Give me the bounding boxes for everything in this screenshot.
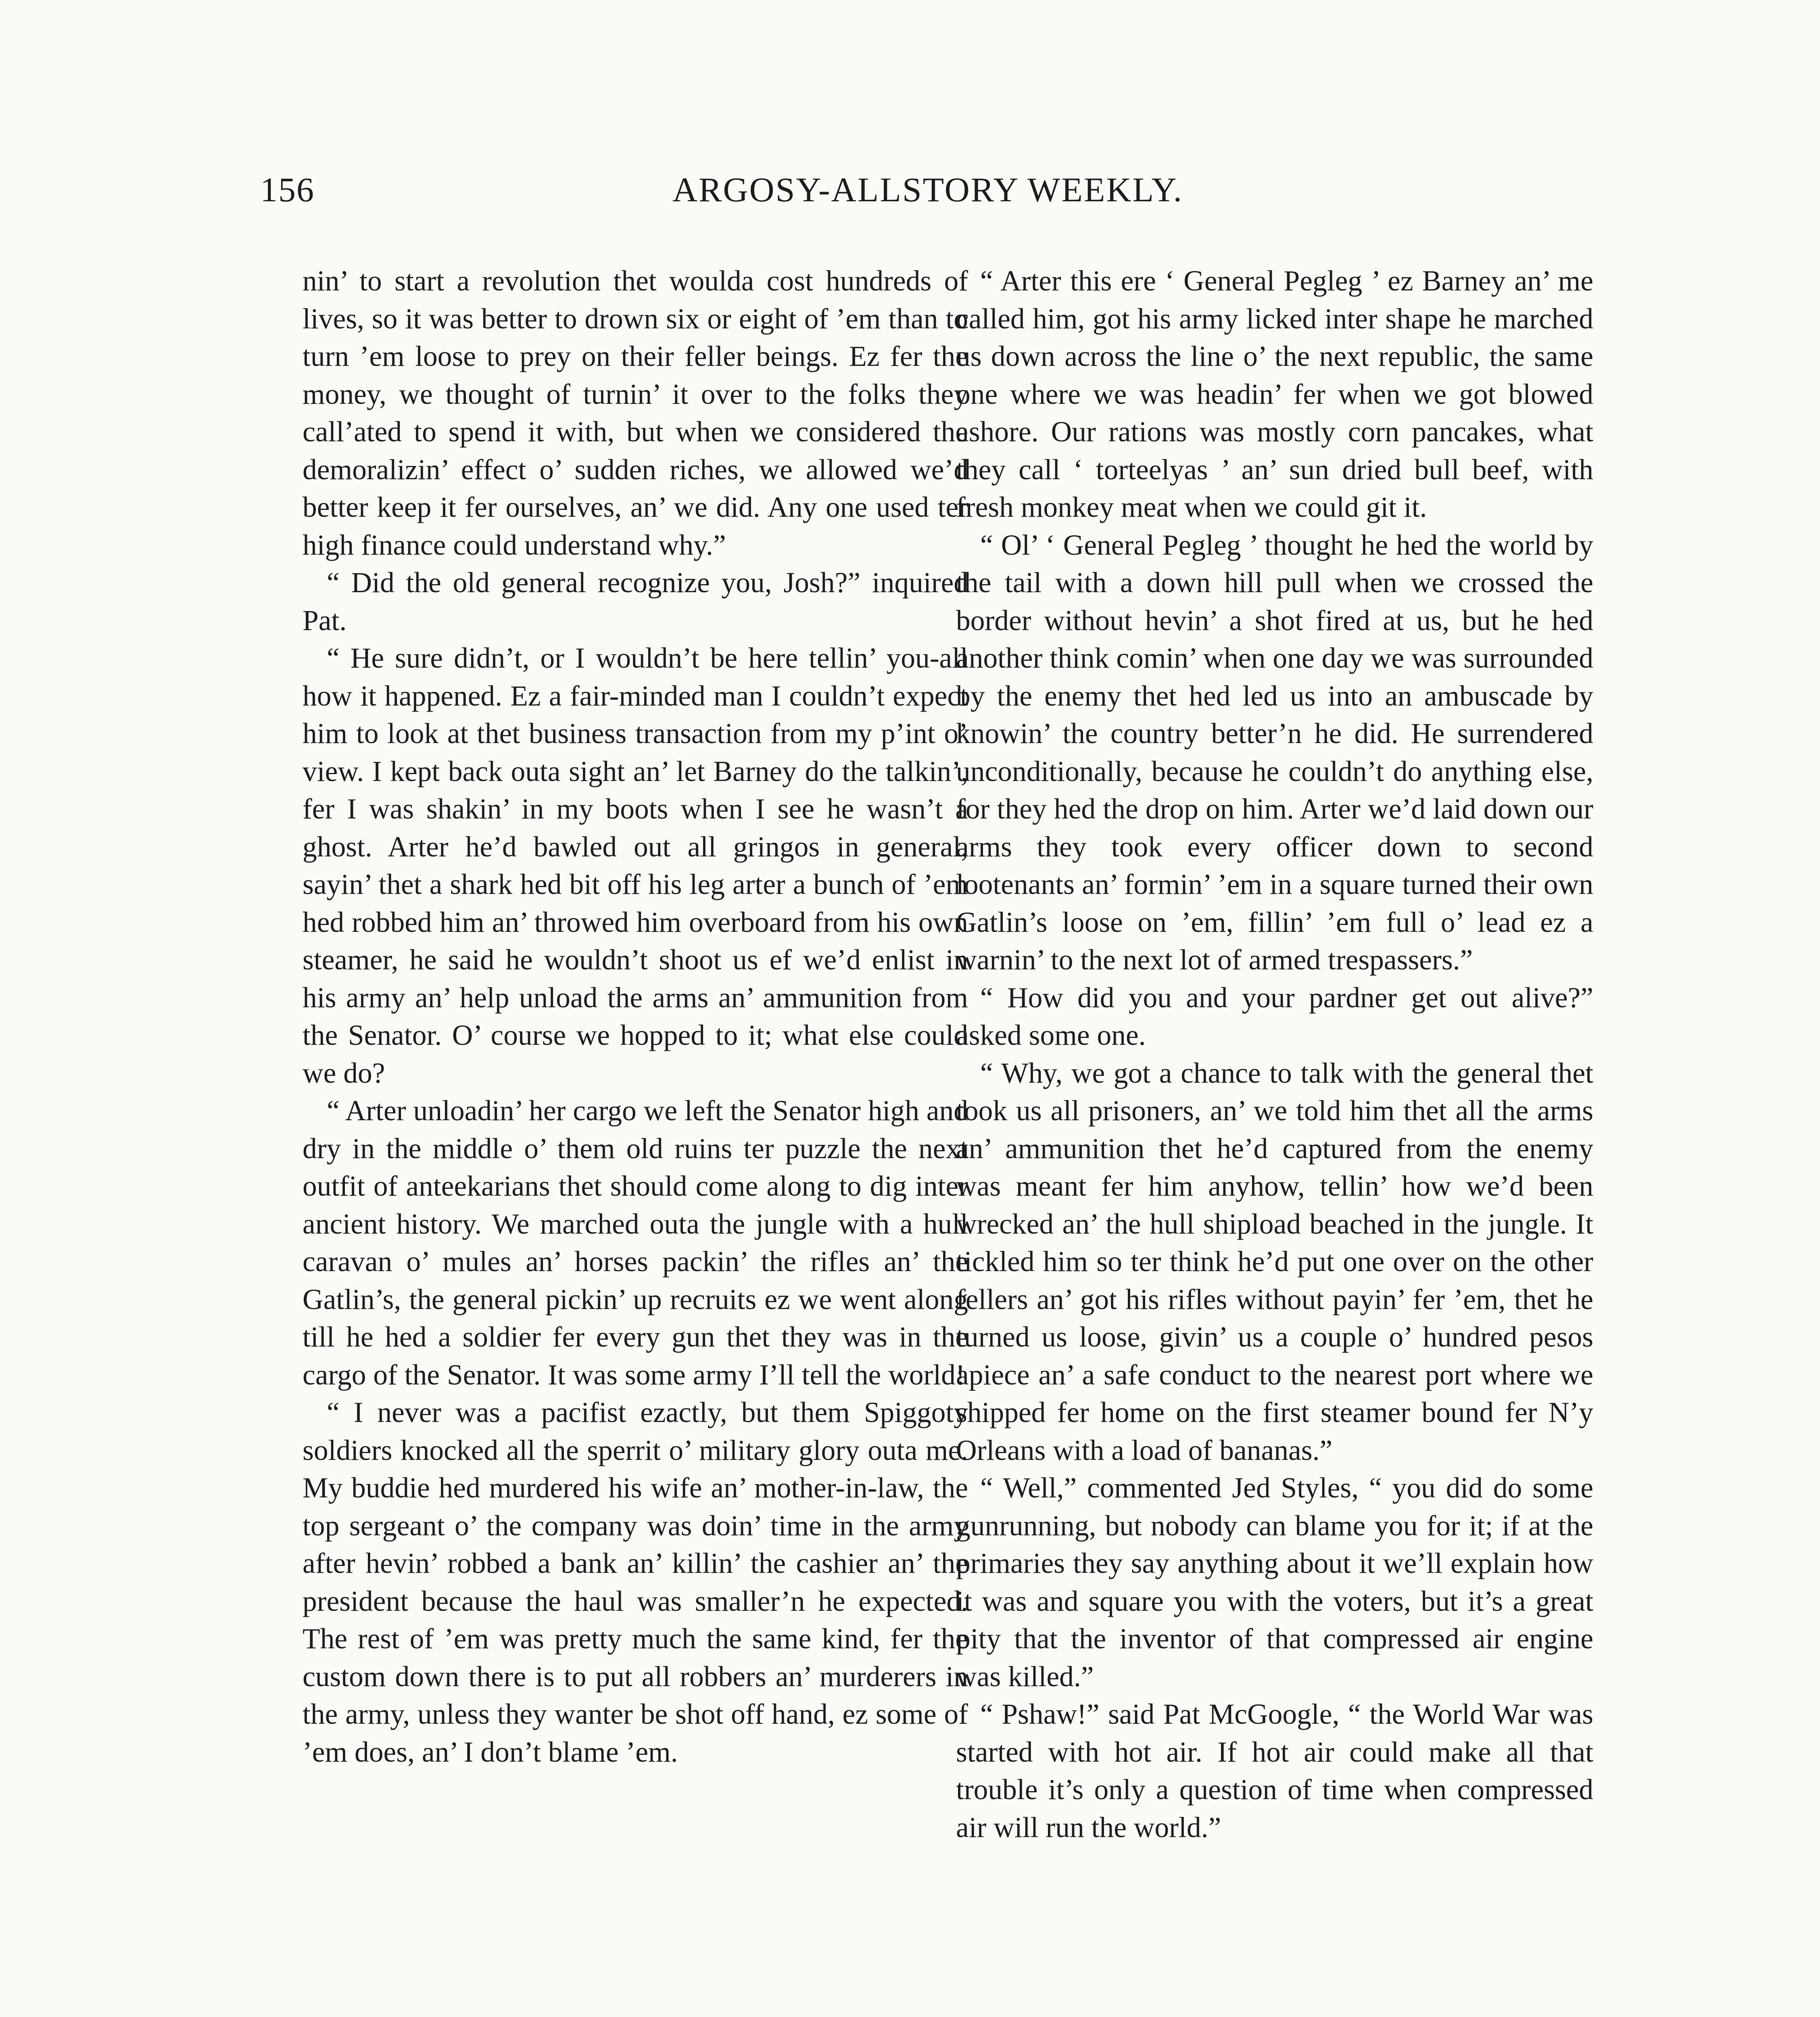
left-column xyxy=(303,262,968,1771)
paragraph: nin’ to start a revolution thet woulda cost hundreds of lives, so it was better to drown six or eight of ’em than to turn ’em loose to prey on their feller beings. Ez fer the money, we thought of turnin’ it over to the folks they call’ated to spend it with, but when we considered the demoralizin’ effect o’ sudden riches, we allowed we’d better keep it fer ourselves, an’ we did. Any one used ter high finance could understand why.” xyxy=(303,265,968,561)
paragraph: “ Did the old general recognize you, Josh?” inquired Pat. xyxy=(303,567,968,637)
paragraph: “ Ol’ ‘ General Pegleg ’ thought he hed the world by the tail with a down hill pull when we crossed the border without hevin’ a shot fired at us, but he hed another think comin’ when one day we was surrounded by the enemy thet hed led us into an ambuscade by knowin’ the country better’n he did. He surrendered unconditionally, because he couldn’t do anything else, for they hed the drop on him. Arter we’d laid down our arms they took every officer down to second lootenants an’ formin’ ’em in a square turned their own Gatlin’s loose on ’em, fillin’ ’em full o’ lead ez a warnin’ to the next lot of armed trespassers.” xyxy=(956,529,1593,976)
paragraph: “ Arter unloadin’ her cargo we left the Senator high and dry in the middle o’ them old ruins ter puzzle the next outfit of anteekarians thet should come along to dig inter ancient history. We marched outa the jungle with a hull caravan o’ mules an’ horses packin’ the rifles an’ the Gatlin’s, the general pickin’ up recruits ez we went along till he hed a soldier fer every gun thet they was in the cargo of the Senator. It was some army I’ll tell the world! xyxy=(303,1095,968,1391)
paragraph: “ Why, we got a chance to talk with the general thet took us all prisoners, an’ we told him thet all the arms an’ ammunition thet he’d captured from the enemy was meant fer him anyhow, tellin’ how we’d been wrecked an’ the hull shipload beached in the jungle. It tickled him so ter think he’d put one over on the other fellers an’ got his rifles without payin’ fer ’em, thet he turned us loose, givin’ us a couple o’ hundred pesos apiece an’ a safe conduct to the nearest port where we shipped fer home on the first steamer bound fer N’y Orleans with a load of bananas.” xyxy=(956,1057,1593,1466)
paragraph: “ Pshaw!” said Pat McGoogle, “ the World War was started with hot air. If hot air could make all that trouble it’s only a question of time when compressed air will run the world.” xyxy=(956,1698,1593,1844)
paragraph: “ He sure didn’t, or I wouldn’t be here tellin’ you-all how it happened. Ez a fair-minded man I couldn’t expect him to look at thet business transaction from my p’int o’ view. I kept back outa sight an’ let Barney do the talkin’, fer I was shakin’ in my boots when I see he wasn’t a ghost. Arter he’d bawled out all gringos in general, sayin’ thet a shark hed bit off his leg arter a bunch of ’em hed robbed him an’ throwed him overboard from his own steamer, he said he wouldn’t shoot us ef we’d enlist in his army an’ help unload the arms an’ ammunition from the Senator. O’ course we hopped to it; what else could we do? xyxy=(303,642,968,1089)
paragraph: “ Well,” commented Jed Styles, “ you did do some gunrunning, but nobody can blame you for it; if at the primaries they say anything about it we’ll explain how it was and square you with the voters, but it’s a great pity that the inventor of that compressed air engine was killed.” xyxy=(956,1472,1593,1693)
paragraph: “ I never was a pacifist ezactly, but them Spiggoty soldiers knocked all the sperrit o’ military glory outa me. My buddie hed murdered his wife an’ mother-in-law, the top sergeant o’ the company was doin’ time in the army after hevin’ robbed a bank an’ killin’ the cashier an’ the president because the haul was smaller’n he expected. The rest of ’em was pretty much the same kind, fer the custom down there is to put all robbers an’ murderers in the army, unless they wanter be shot off hand, ez some of ’em does, an’ I don’t blame ’em. xyxy=(303,1397,968,1768)
right-column xyxy=(956,262,1593,1846)
paragraph: “ Arter this ere ‘ General Pegleg ’ ez Barney an’ me called him, got his army licked inter shape he marched us down across the line o’ the next republic, the same one where we was headin’ fer when we got blowed ashore. Our rations was mostly corn pancakes, what they call ‘ torteelyas ’ an’ sun dried bull beef, with fresh monkey meat when we could git it. xyxy=(956,265,1593,523)
page-number: 156 xyxy=(260,170,315,209)
running-head: ARGOSY-ALLSTORY WEEKLY. xyxy=(672,170,1183,209)
paragraph: “ How did you and your pardner get out alive?” asked some one. xyxy=(956,981,1593,1051)
